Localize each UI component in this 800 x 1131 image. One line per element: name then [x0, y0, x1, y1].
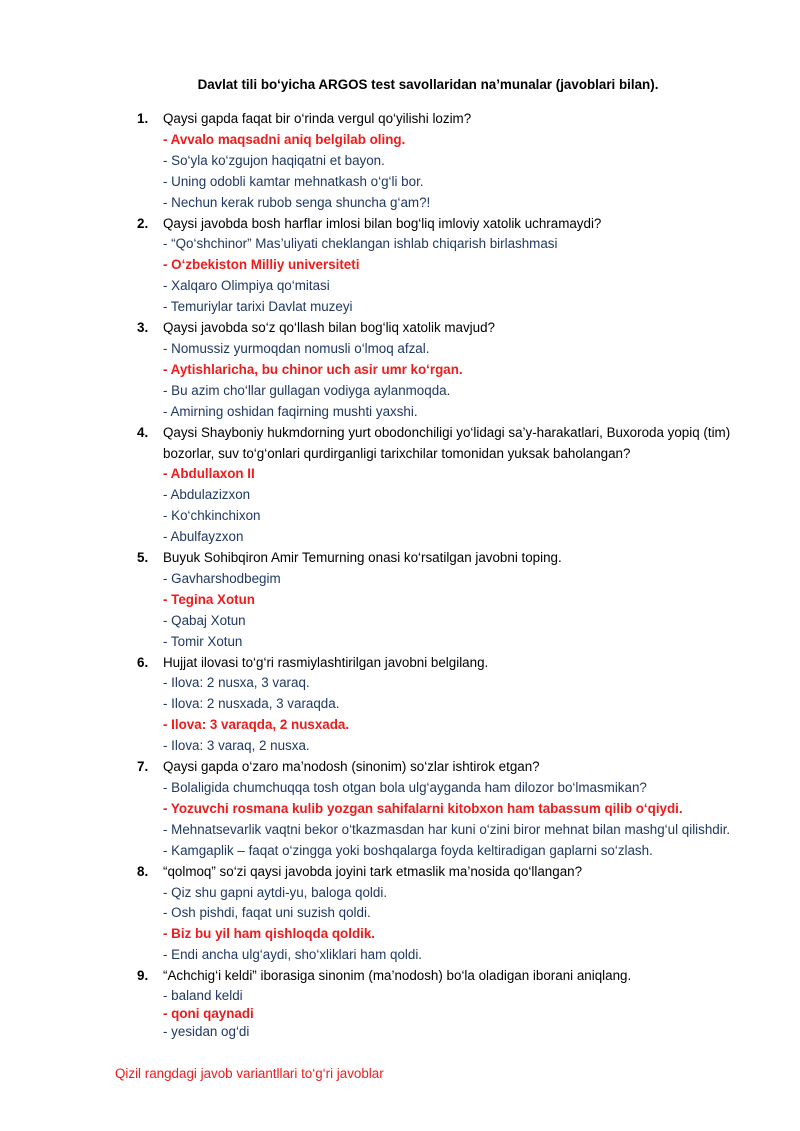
question-number: 6.	[137, 654, 149, 670]
answer-option: - yesidan og‘di	[163, 1024, 250, 1040]
question-list	[133, 109, 763, 1042]
question-item	[133, 862, 763, 967]
answer-option: - Bu azim cho‘llar gullagan vodiyga aylanmoqda.	[163, 382, 451, 398]
question-item	[133, 548, 763, 653]
answer-option: - Kamgaplik – faqat o‘zingga yoki boshqalarga foyda keltiradigan gaplarni so‘zlash.	[163, 842, 653, 858]
question-number: 1.	[137, 111, 149, 126]
question-text: Qaysi javobda so‘z qo‘llash bilan bog‘liq xatolik mavjud?	[163, 320, 495, 336]
answer-option: - Abdulazizxon	[163, 487, 251, 503]
correct-answer-option: - Ilova: 3 varaqda, 2 nusxada.	[163, 717, 350, 733]
question-item	[133, 653, 763, 758]
correct-answer-option: - Abdullaxon II	[163, 466, 255, 482]
answer-option: - Tomir Xotun	[163, 633, 243, 649]
answer-option: - Bolaligida chumchuqqa tosh otgan bola ulg‘ayganda ham dilozor bo‘lmasmikan?	[163, 780, 647, 795]
answer-option: - Ilova: 3 varaq, 2 nusxa.	[163, 738, 310, 754]
question-text: Qaysi gapda faqat bir o‘rinda vergul qo‘yilishi lozim?	[163, 111, 472, 126]
correct-answer-option: - O‘zbekiston Milliy universiteti	[163, 257, 360, 273]
question-item	[133, 109, 763, 214]
question-number: 3.	[137, 320, 149, 336]
answer-option: - “Qo‘shchinor” Mas’uliyati cheklangan ishlab chiqarish birlashmasi	[163, 236, 558, 252]
answer-option: - Xalqaro Olimpiya qo‘mitasi	[163, 278, 330, 294]
correct-answer-option: - Tegina Xotun	[163, 591, 255, 607]
correct-answer-option: - Biz bu yil ham qishloqda qoldik.	[163, 926, 376, 942]
question-item	[133, 423, 763, 548]
answer-option: - Nomussiz yurmoqdan nomusli o‘lmoq afzal.	[163, 340, 430, 356]
answer-option: - Qiz shu gapni aytdi-yu, baloga qoldi.	[163, 884, 388, 900]
question-item	[133, 214, 763, 319]
question-text: Qaysi javobda bosh harflar imlosi bilan bog‘liq imloviy xatolik uchramaydi?	[163, 215, 602, 231]
correct-answer-option: - Avvalo maqsadni aniq belgilab oling.	[163, 131, 406, 147]
question-item	[133, 318, 763, 423]
question-text: Qaysi gapda o‘zaro ma’nodosh (sinonim) so‘zlar ishtirok etgan?	[163, 759, 540, 775]
correct-answer-option: - Aytishlaricha, bu chinor uch asir umr ko‘rgan.	[163, 361, 463, 377]
answer-option: - Abulfayzxon	[163, 529, 244, 545]
answer-option: - Nechun kerak rubob senga shuncha g‘am?!	[163, 194, 431, 210]
answer-option: - Mehnatsevarlik vaqtni bekor o‘tkazmasdan har kuni o‘zini biror mehnat bilan mashg‘ul qilishdir.	[163, 821, 731, 837]
question-text: Hujjat ilovasi to‘g‘ri rasmiylashtirilgan javobni belgilang.	[163, 654, 489, 670]
question-text: Qaysi Shayboniy hukmdorning yurt obodonchiligi yo‘lidagi sa’y-harakatlari, Buxoroda yopiq (tim) bozorlar, suv to‘g‘onlari qurdirganligi tarixchilar tomonidan yuksak baholangan?	[163, 424, 731, 461]
question-item	[133, 966, 763, 1042]
answer-option: - Ilova: 2 nusxa, 3 varaq.	[163, 675, 310, 691]
question-text: “Achchig‘i keldi” iborasiga sinonim (ma’nodosh) bo‘la oladigan iborani aniqlang.	[163, 968, 632, 984]
question-number: 9.	[137, 968, 149, 984]
question-number: 5.	[137, 550, 149, 566]
answer-option: - Temuriylar tarixi Davlat muzeyi	[163, 299, 353, 315]
question-number: 8.	[137, 863, 149, 879]
question-number: 7.	[137, 759, 149, 775]
answer-option: - Amirning oshidan faqirning mushti yaxshi.	[163, 403, 418, 419]
document-title: Davlat tili bo‘yicha ARGOS test savollaridan na’munalar (javoblari bilan).	[197, 77, 659, 92]
answer-option: - So‘yla ko‘zgujon haqiqatni et bayon.	[163, 152, 385, 168]
answer-option: - Ko‘chkinchixon	[163, 508, 261, 524]
answer-option: - Uning odobli kamtar mehnatkash o‘g‘li bor.	[163, 173, 424, 189]
answer-option: - Ilova: 2 nusxada, 3 varaqda.	[163, 696, 340, 712]
question-item	[133, 757, 763, 862]
correct-answer-option: - Yozuvchi rosmana kulib yozgan sahifalarni kitobxon ham tabassum qilib o‘qiydi.	[163, 800, 683, 816]
answer-option: - Gavharshodbegim	[163, 570, 281, 586]
answer-option: - baland keldi	[163, 988, 243, 1004]
question-text: Buyuk Sohibqiron Amir Temurning onasi ko‘rsatilgan javobni toping.	[163, 550, 562, 566]
answer-option: - Endi ancha ulg‘aydi, sho‘xliklari ham qoldi.	[163, 947, 423, 963]
question-number: 4.	[137, 424, 149, 440]
question-text: “qolmoq” so‘zi qaysi javobda joyini tark etmaslik ma’nosida qo‘llangan?	[163, 863, 583, 879]
footnote: Qizil rangdagi javob variantllari to‘g‘ri javoblar	[115, 1066, 384, 1081]
question-number: 2.	[137, 215, 149, 231]
answer-option: - Osh pishdi, faqat uni suzish qoldi.	[163, 905, 371, 921]
correct-answer-option: - qoni qaynadi	[163, 1006, 254, 1022]
answer-option: - Qabaj Xotun	[163, 612, 246, 628]
